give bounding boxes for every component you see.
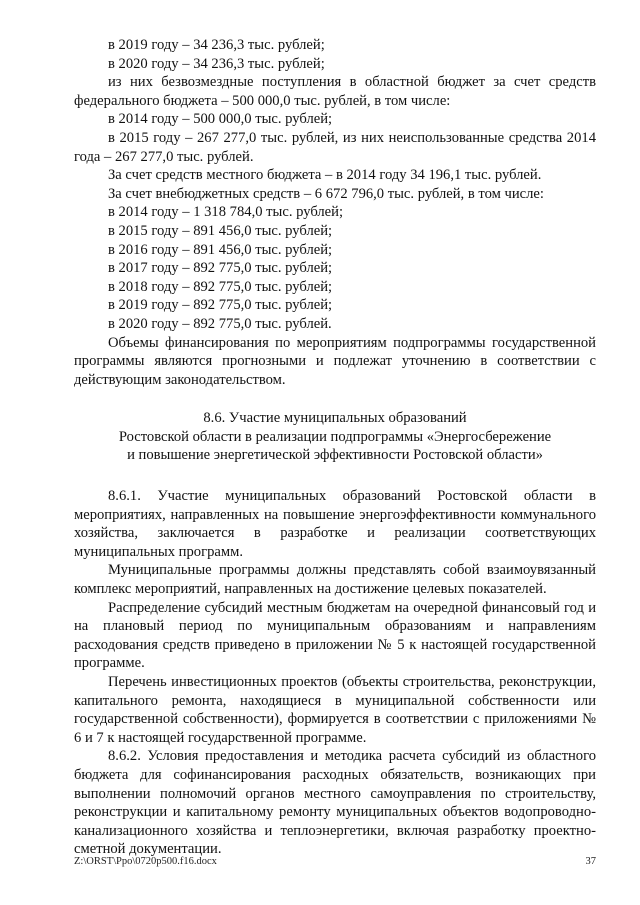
section-heading-line-1: 8.6. Участие муниципальных образований bbox=[203, 410, 467, 427]
paragraph-investment-projects: Перечень инвестиционных проектов (объекты строительства, реконструкции, капитального ремонта, находящиеся в муниципальной собственности или государственной собственности), формируется в соответствии с приложениями № 6 и 7 к настоящей государственной программе. bbox=[74, 674, 596, 746]
financing-line-2019: в 2019 году – 34 236,3 тыс. рублей; bbox=[108, 37, 325, 53]
footer-file-path: Z:\ORST\Ppo\0720p500.f16.docx bbox=[74, 856, 217, 867]
spacer bbox=[74, 465, 596, 487]
financing-line-2020: в 2020 году – 34 236,3 тыс. рублей; bbox=[108, 55, 325, 72]
extra-budget-intro: За счет внебюджетных средств – 6 672 796,0 тыс. рублей, в том числе: bbox=[108, 185, 544, 202]
paragraph-municipal-programs: Муниципальные программы должны представлять собой взаимоувязанный комплекс мероприятий, направленных на достижение целевых показателей. bbox=[74, 562, 596, 598]
extra-budget-line-2014: в 2014 году – 1 318 784,0 тыс. рублей; bbox=[108, 204, 344, 221]
section-heading-line-3: и повышение энергетической эффективности Ростовской области» bbox=[127, 447, 543, 464]
local-budget-paragraph: За счет средств местного бюджета – в 2014 году 34 196,1 тыс. рублей. bbox=[108, 167, 542, 184]
page-number: 37 bbox=[585, 856, 596, 867]
volumes-note-paragraph: Объемы финансирования по мероприятиям подпрограммы государственной программы являются прогнозными и подлежат уточнению в соответствии с действующим законодательством. bbox=[74, 334, 596, 388]
section-heading bbox=[74, 409, 596, 465]
extra-budget-line-2017: в 2017 году – 892 775,0 тыс. рублей; bbox=[108, 260, 333, 277]
spacer bbox=[74, 389, 596, 409]
federal-intro-paragraph: из них безвозмездные поступления в областной бюджет за счет средств федерального бюджета – 500 000,0 тыс. рублей, в том числе: bbox=[74, 74, 596, 109]
federal-line-2014: в 2014 году – 500 000,0 тыс. рублей; bbox=[108, 111, 333, 128]
federal-line-2015: в 2015 году – 267 277,0 тыс. рублей, из них неиспользованные средства 2014 года – 267 277,0 тыс. рублей. bbox=[74, 129, 596, 165]
paragraph-8-6-1: 8.6.1. Участие муниципальных образований Ростовской области в мероприятиях, направленных на повышение энергоэффективности коммунального хозяйства, заключается в разработке и реализации соответствующих муниципальных программ. bbox=[74, 488, 596, 560]
extra-budget-line-2015: в 2015 году – 891 456,0 тыс. рублей; bbox=[108, 222, 333, 239]
section-heading-line-2: Ростовской области в реализации подпрограммы «Энергосбережение bbox=[118, 428, 552, 445]
extra-budget-line-2018: в 2018 году – 892 775,0 тыс. рублей; bbox=[108, 278, 333, 295]
paragraph-8-6-2: 8.6.2. Условия предоставления и методика расчета субсидий из областного бюджета для софинансирования расходных обязательств, возникающих при выполнении полномочий органов местного самоуправления по строительству, реконструкции и капитальному ремонту муниципальных объектов водопроводно-канализационного хозяйства и теплоэнергетики, включая разработку проектно-сметной документации. bbox=[74, 748, 596, 858]
paragraph-subsidies: Распределение субсидий местным бюджетам на очередной финансовый год и на плановый период по муниципальным образованиям и направлениям расходования средств приведено в приложении № 5 к настоящей государственной программе. bbox=[74, 599, 596, 672]
extra-budget-line-2019: в 2019 году – 892 775,0 тыс. рублей; bbox=[108, 297, 333, 314]
document-page bbox=[74, 36, 596, 859]
extra-budget-line-2020: в 2020 году – 892 775,0 тыс. рублей. bbox=[108, 315, 332, 332]
extra-budget-line-2016: в 2016 году – 891 456,0 тыс. рублей; bbox=[108, 241, 333, 258]
